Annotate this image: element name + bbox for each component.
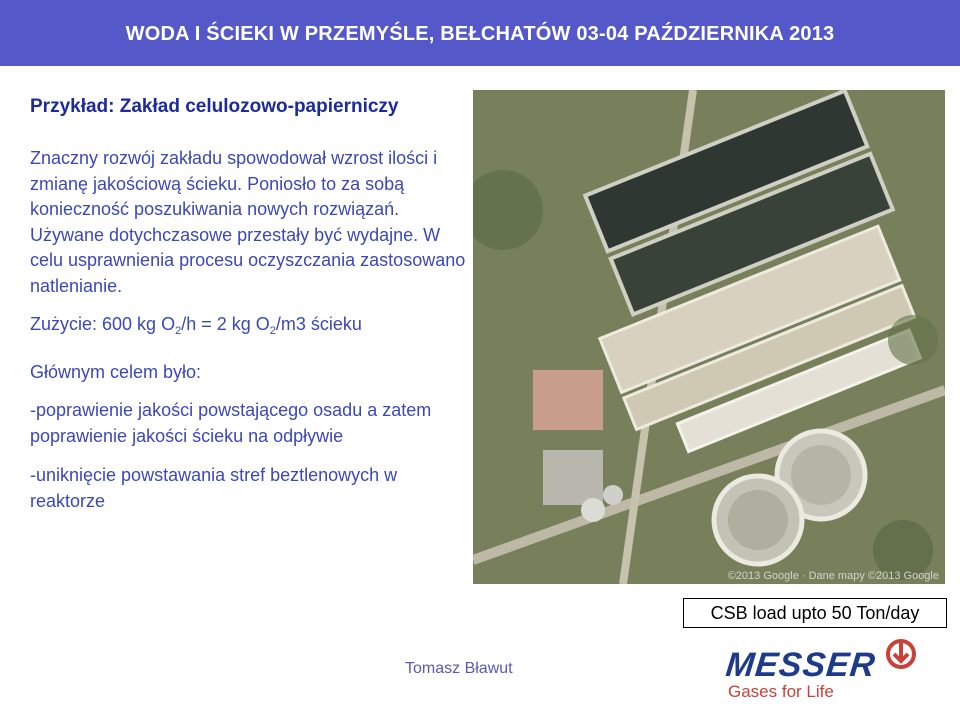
messer-logo — [722, 636, 932, 702]
goal-item-1: -poprawienie jakości powstającego osadu a zatem poprawienie jakości ścieku na odpływie — [30, 400, 432, 446]
slide-title: Przykład: Zakład celulozowo-papierniczy — [30, 96, 399, 117]
usage-middle: /h = 2 kg O — [181, 314, 270, 334]
logo-tagline: Gases for Life — [728, 682, 834, 701]
header-bar — [0, 0, 960, 66]
usage-subscript-2: 2 — [269, 325, 276, 337]
author-name: Tomasz Bławut — [405, 660, 513, 677]
usage-subscript-1: 2 — [175, 325, 182, 337]
csb-load-note: CSB load upto 50 Ton/day — [683, 598, 947, 628]
messer-mark-icon — [885, 638, 917, 670]
goal-item-2: -uniknięcie powstawania stref beztlenowych w reaktorze — [30, 465, 398, 511]
aerial-photo — [473, 90, 945, 584]
photo-credit: ©2013 Google · Dane mapy ©2013 Google — [727, 570, 939, 582]
header-title: WODA I ŚCIEKI W PRZEMYŚLE, BEŁCHATÓW 03-04 PAŹDZIERNIKA 2013 — [125, 23, 835, 45]
aerial-photo-drawing — [473, 90, 945, 584]
usage-prefix: Zużycie: 600 kg O — [30, 314, 176, 334]
goal-heading: Głównym celem było: — [30, 362, 202, 382]
intro-paragraph: Znaczny rozwój zakładu spowodował wzrost ilości i zmianę jakościową ścieku. Poniosło to za sobą konieczność poszukiwania nowych rozwiązań. Używane dotychczasowe przestały być wydajne. W celu usprawnienia procesu oczyszczania zastosowano natlenianie. — [30, 148, 466, 296]
oxygen-usage-line — [30, 312, 475, 345]
logo-name: MESSER — [724, 646, 878, 684]
usage-suffix: /m3 ścieku — [275, 314, 362, 334]
